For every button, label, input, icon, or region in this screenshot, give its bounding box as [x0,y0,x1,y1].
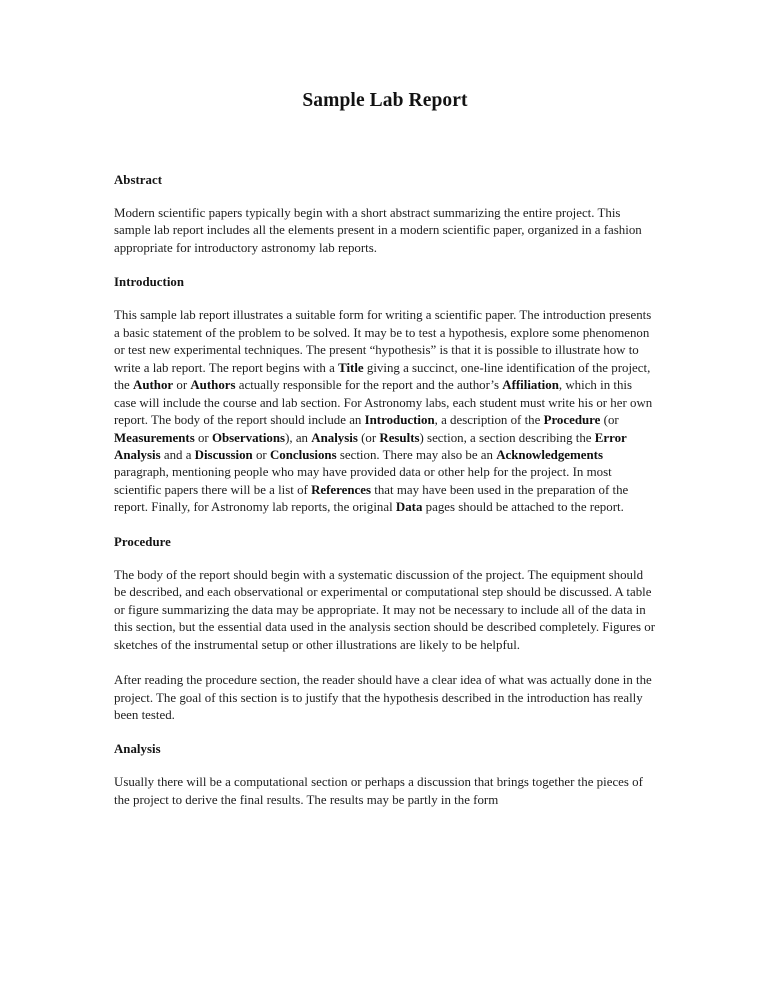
emphasized-term: Data [395,500,423,515]
spacer [114,724,656,742]
spacer [114,257,656,275]
emphasized-term: Measurements [114,430,195,445]
section-heading-procedure: Procedure [114,534,171,549]
paragraph-analysis-1: Usually there will be a computational section or perhaps a discussion that brings together the pieces of the project to derive the final results. The results may be partly in the form [114,775,643,807]
emphasized-term: Analysis [311,430,358,445]
paragraph-procedure-2: After reading the procedure section, the reader should have a clear idea of what was actually done in the project. The goal of this section is to justify that the hypothesis described in the introduction has really been tested. [114,673,652,722]
emphasized-term: Procedure [543,413,601,428]
emphasized-term: Authors [190,378,236,393]
emphasized-term: References [311,482,372,497]
spacer [114,290,656,307]
spacer [114,517,656,535]
emphasized-term: Error Analysis [114,430,627,462]
emphasized-term: Author [133,378,174,393]
spacer [114,654,656,672]
emphasized-term: Introduction [364,413,435,428]
spacer [114,188,656,205]
emphasized-term: Observations [211,430,286,445]
emphasized-term: Affiliation [502,378,559,393]
emphasized-term: Acknowledgements [496,447,603,462]
emphasized-term: Conclusions [269,447,337,462]
document-text-column [114,0,656,809]
paragraph-abstract-1: Modern scientific papers typically begin with a short abstract summarizing the entire project. This sample lab report includes all the elements present in a modern scientific paper, organized in a fashion appropriate for introductory astronomy lab reports. [114,206,642,255]
section-heading-abstract: Abstract [114,173,163,187]
paragraph-introduction-1: This sample lab report illustrates a suitable form for writing a scientific paper. The introduction presents a basic statement of the problem to be solved. It may be to test a hypothesis, explore some phenomenon or test new experimental techniques. The present “hypothesis” is that it is possible to illustrate how to write a lab report. The report begins with a Title giving a succinct, one-line identification of the project, the Author or Authors actually responsible for the report and the author’s Affiliation, which in this case will include the course and lab section. For Astronomy labs, each student must write his or her own report. The body of the report should include an Introduction, a description of the Procedure (or Measurements or Observations), an Analysis (or Results) section, a section describing the Error Analysis and a Discussion or Conclusions section. There may also be an Acknowledgements paragraph, mentioning people who may have provided data or other help for the project. In most scientific papers there will be a list of References that may have been used in the preparation of the report. Finally, for Astronomy lab reports, the original Data pages should be attached to the report. [114,308,653,515]
section-heading-analysis: Analysis [114,742,161,757]
spacer [114,550,656,567]
emphasized-term: Results [379,430,420,445]
paragraph-procedure-1: The body of the report should begin with a systematic discussion of the project. The equipment should be described, and each observational or experimental or computational step should be discussed. A table or figure summarizing the data may be appropriate. It may not be necessary to include all of the data in this section, but the essential data used in the analysis section should be described completely. Figures or sketches of the instrumental setup or other illustrations are likely to be helpful. [114,567,655,652]
spacer [114,757,656,774]
section-heading-introduction: Introduction [114,275,185,290]
spacer [114,112,656,173]
page-title: Sample Lab Report [302,90,468,111]
emphasized-term: Title [338,360,364,375]
emphasized-term: Discussion [194,447,253,462]
